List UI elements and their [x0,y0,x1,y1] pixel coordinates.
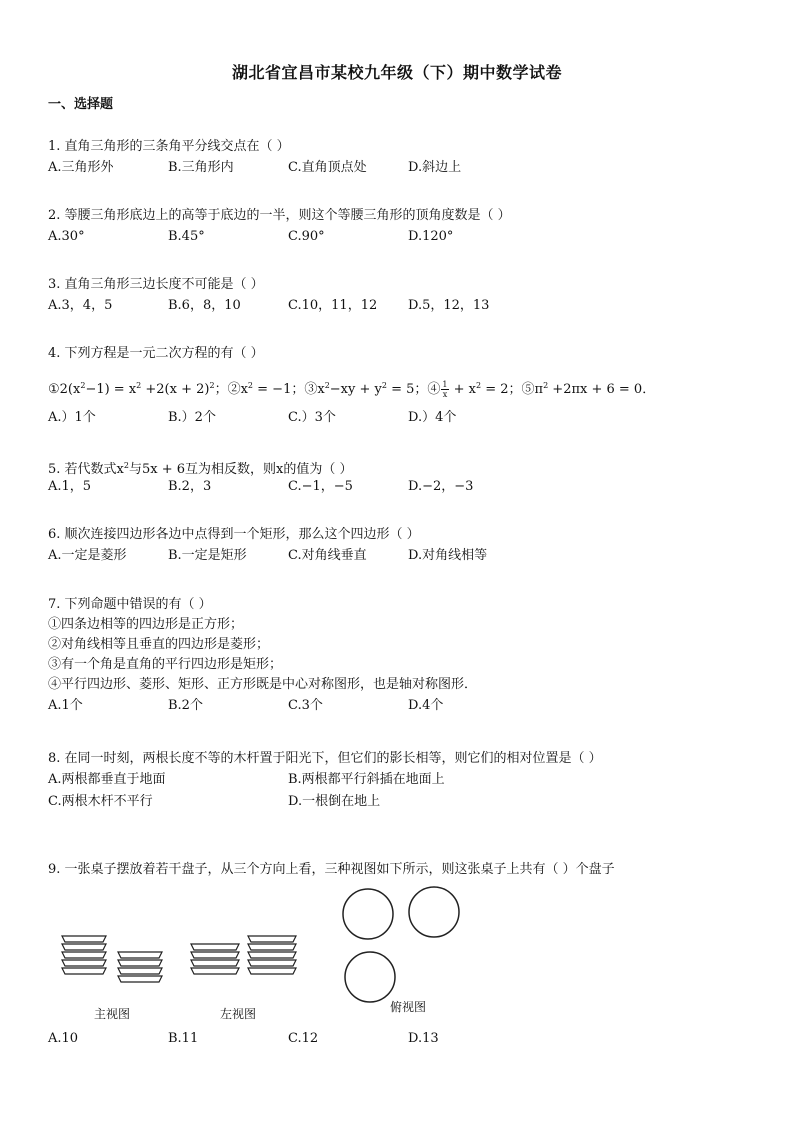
option-b: B.一定是矩形 [168,548,247,563]
statement-4: ④平行四边形、菱形、矩形、正方形既是中心对称图形，也是轴对称图形． [48,677,478,692]
three-views-figure [48,880,488,1020]
options-row [48,476,474,498]
statement-2: ②对角线相等且垂直的四边形是菱形； [48,637,270,652]
option-b: B.2，3 [168,479,212,494]
option-c: C.12 [288,1031,319,1046]
left-view [191,936,296,974]
question-stem: 8. 在同一时刻，两根长度不等的木杆置于阳光下，但它们的影长相等，则它们的相对位置是（ ） [48,751,602,766]
option-b: B.两根都平行斜插在地面上 [288,772,445,787]
top-view-label: 俯视图 [390,1000,427,1014]
section-heading: 一、选择题 [48,97,114,112]
option-c: C.90° [288,229,325,244]
option-a: A.30° [48,229,85,244]
question-stem: 7. 下列命题中错误的有（ ） [48,597,212,612]
option-b: B.2个 [168,698,203,713]
question-2 [48,206,511,248]
options-row [48,295,490,317]
option-d: D.13 [408,1031,439,1046]
equation-5: $⑤\pi^2 +2\pi x + 6 = 0$． [521,381,656,397]
options-row [48,157,462,179]
option-b: B.）2个 [168,410,216,425]
question-stem: 6. 顺次连接四边形各边中点得到一个矩形，那么这个四边形（ ） [48,527,420,542]
left-view-label: 左视图 [220,1007,257,1021]
question-8 [48,749,602,813]
option-d: D.对角线相等 [408,548,488,563]
option-b: B.6，8，10 [168,298,241,313]
top-view [343,887,459,1002]
option-c: C.两根木杆不平行 [48,794,153,809]
options-row [48,407,655,429]
question-3 [48,275,490,317]
option-a: A.1，5 [48,479,92,494]
option-b: B.45° [168,229,205,244]
question-stem: 4. 下列方程是一元二次方程的有（ ） [48,346,264,361]
option-a: A.一定是菱形 [48,548,127,563]
question-stem: 3. 直角三角形三边长度不可能是（ ） [48,277,264,292]
question-4 [48,344,655,429]
question-5 [48,456,474,498]
page-title: 湖北省宜昌市某校九年级（下）期中数学试卷 [231,63,562,82]
equation-4: ④ $\frac{1}{x}$ + $x^2 = 2$； [427,380,522,399]
option-b: B.11 [168,1031,199,1046]
option-a: A.3，4，5 [48,298,113,313]
options-row [48,791,602,813]
front-view [62,936,162,982]
option-c: C.对角线垂直 [288,548,367,563]
option-c: C.直角顶点处 [288,160,367,175]
option-d: D.一根倒在地上 [288,794,381,809]
question-stem: 2. 等腰三角形底边上的高等于底边的一半，则这个等腰三角形的顶角度数是（ ） [48,208,511,223]
question-stem: 5. 若代数式$x^2$与5x + 6互为相反数，则x的值为（ ） [48,461,353,477]
option-d: D.5，12，13 [408,298,490,313]
statement-3: ③有一个角是直角的平行四边形是矩形； [48,657,283,672]
option-d: D.）4个 [408,410,457,425]
option-d: D.4个 [408,698,444,713]
option-c: C.10，11，12 [288,298,378,313]
equation-2: $②x^2 = -1$； [227,381,305,397]
options-row [48,545,488,567]
equation-3: $③x^2-xy + y^2 = 5$； [304,381,428,397]
option-a: A.1个 [48,698,83,713]
option-a: A.三角形外 [48,160,114,175]
option-d: D.120° [408,229,454,244]
options-row [48,226,511,248]
fraction: $\frac{1}{x}$ [442,380,448,399]
question-stem: 9. 一张桌子摆放着若干盘子，从三个方向上看，三种视图如下所示，则这张桌子上共有（ ）个盘子 [48,862,615,877]
question-6 [48,525,488,567]
statement-1: ①四条边相等的四边形是正方形； [48,617,244,632]
option-a: A.）1个 [48,410,96,425]
option-a: A.10 [48,1031,79,1046]
front-view-label: 主视图 [94,1007,131,1021]
options-row [48,695,477,717]
equation-1: $①2(x^2-1) = x^2 +2(x + 2)^2$； [48,381,228,397]
option-d: D.斜边上 [408,160,462,175]
question-9 [48,860,615,880]
option-a: A.两根都垂直于地面 [48,772,166,787]
question-1 [48,137,462,179]
option-d: D.−2，−3 [408,479,474,494]
equations-line [48,373,655,399]
question-stem: 1. 直角三角形的三条角平分线交点在（ ） [48,139,290,154]
question-7 [48,595,477,717]
option-c: C.）3个 [288,410,336,425]
option-b: B.三角形内 [168,160,234,175]
option-c: C.−1，−5 [288,479,353,494]
option-c: C.3个 [288,698,323,713]
options-row [48,769,602,791]
